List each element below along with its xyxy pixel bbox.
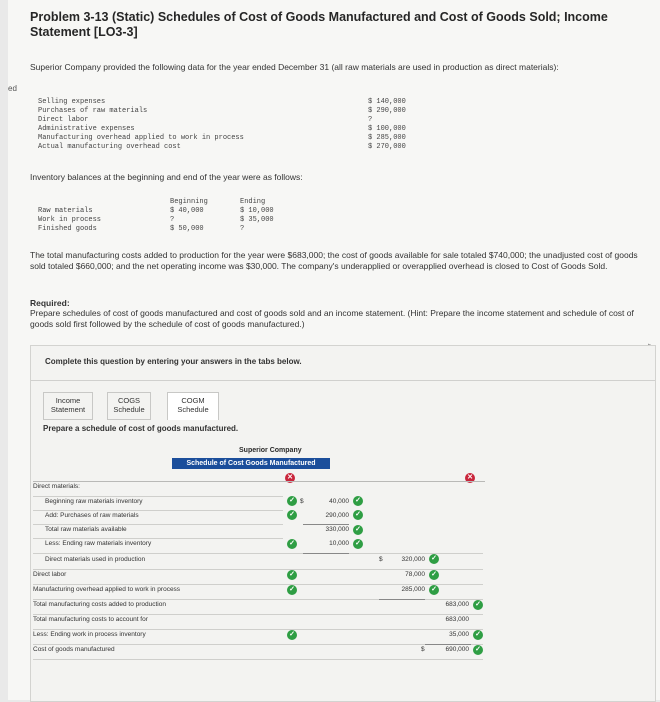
check-circle-icon: ✓ [287,510,297,520]
schedule-value[interactable]: 35,000 [449,631,469,638]
check-circle-icon: ✓ [287,630,297,640]
check-circle-icon: ✓ [429,570,439,580]
cost-label: Selling expenses [38,98,106,106]
dollar-sign: $ [379,556,383,563]
schedule-value[interactable]: 683,000 [445,601,469,608]
panel-instruction: Complete this question by entering your answers in the tabs below. [45,357,302,366]
check-circle-icon: ✓ [473,630,483,640]
row-divider [33,496,283,497]
schedule-value[interactable]: 330,000 [325,526,349,533]
check-circle-icon: ✓ [353,510,363,520]
col-beginning-header: Beginning [170,198,208,206]
row-divider [33,524,283,525]
schedule-value[interactable]: 285,000 [401,586,425,593]
inventory-beginning: $ 40,000 [170,207,204,215]
cost-amount: $ 100,000 [368,125,406,133]
cost-label: Actual manufacturing overhead cost [38,143,181,151]
tab-cogs-schedule[interactable]: COGS Schedule [107,392,151,420]
problem-paragraph: The total manufacturing costs added to production for the year were $683,000; the cost of goods available for sale totaled $740,000; the unadjusted cost of goods sold totaled $660,000; and the net operating income was $30,000. The company's underapplied or overapplied overhead is closed to Cost of Goods Sold. [30,250,638,271]
schedule-row-label: Less: Ending raw materials inventory [45,540,152,547]
tab-instruction: Prepare a schedule of cost of goods manufactured. [43,424,239,433]
cost-row [38,143,418,152]
x-circle-icon: ✕ [285,473,295,483]
cost-label: Administrative expenses [38,125,135,133]
row-divider [33,510,283,511]
schedule-value[interactable]: 290,000 [325,512,349,519]
answer-panel [30,345,656,702]
cost-row [38,134,418,143]
cost-amount: $ 290,000 [368,107,406,115]
inventory-ending: ? [240,225,245,233]
schedule-row-label: Direct labor [33,571,67,578]
tab-income-statement[interactable]: Income Statement [43,392,93,420]
schedule-row-label: Direct materials: [33,483,80,490]
x-circle-icon: ✕ [465,473,475,483]
schedule-row-label: Total manufacturing costs added to production [33,601,166,608]
inventory-row [38,216,318,225]
tab-cogm-schedule[interactable]: COGM Schedule [167,392,219,420]
cogm-schedule-grid [33,481,485,686]
schedule-row-label: Direct materials used in production [45,556,146,563]
dollar-sign: $ [421,646,425,653]
inventory-label: Raw materials [38,207,93,215]
check-circle-icon: ✓ [287,539,297,549]
check-circle-icon: ✓ [473,600,483,610]
cost-row [38,125,418,134]
row-divider [33,584,483,585]
cost-amount: $ 140,000 [368,98,406,106]
inventory-row [38,207,318,216]
cost-label: Purchases of raw materials [38,107,148,115]
schedule-value[interactable]: 10,000 [329,540,349,547]
schedule-row-label: Total manufacturing costs to account for [33,616,148,623]
schedule-title: Schedule of Cost Goods Manufactured [172,458,330,469]
inventory-row [38,225,318,234]
subtotal-line [379,599,425,600]
inventory-ending: $ 10,000 [240,207,274,215]
cost-amount: ? [368,116,373,124]
cost-amount: $ 270,000 [368,143,406,151]
cost-label: Manufacturing overhead applied to work in process [38,134,244,142]
schedule-row-label: Total raw materials available [45,526,127,533]
row-divider [33,569,483,570]
schedule-value[interactable]: 320,000 [401,556,425,563]
cost-row [38,98,418,107]
cost-amount: $ 285,000 [368,134,406,142]
required-text: Prepare schedules of cost of goods manufactured and cost of goods sold and an income statement. (Hint: Prepare the income statement and schedule of cost of goods sold first followed by the schedule of cost of goods manufactured.) [30,308,634,329]
intro-text: Superior Company provided the following data for the year ended December 31 (all raw materials are used in production as direct materials): [30,62,559,72]
cost-data-list [38,98,418,152]
inventory-beginning: $ 50,000 [170,225,204,233]
check-circle-icon: ✓ [287,570,297,580]
inventory-heading: Inventory balances at the beginning and end of the year were as follows: [30,172,303,182]
check-circle-icon: ✓ [429,585,439,595]
check-circle-icon: ✓ [429,554,439,564]
check-circle-icon: ✓ [353,525,363,535]
schedule-value[interactable]: 690,000 [445,646,469,653]
cost-row [38,116,418,125]
inventory-label: Finished goods [38,225,97,233]
row-divider [33,659,483,660]
required-title: Required: [30,298,70,308]
check-circle-icon: ✓ [287,496,297,506]
schedule-value[interactable]: 683,000 [445,616,469,623]
subtotal-line [303,524,349,525]
cost-label: Direct labor [38,116,89,124]
schedule-row-label: Add: Purchases of raw materials [45,512,139,519]
schedule-value[interactable]: 78,000 [405,571,425,578]
schedule-row-label: Beginning raw materials inventory [45,498,143,505]
check-circle-icon: ✓ [287,585,297,595]
row-divider [33,553,483,554]
company-name: Superior Company [239,447,302,454]
check-circle-icon: ✓ [473,645,483,655]
cost-row [38,107,418,116]
check-circle-icon: ✓ [353,539,363,549]
schedule-value[interactable]: 40,000 [329,498,349,505]
row-divider [33,538,283,539]
inventory-table [38,198,318,234]
row-divider [33,644,483,645]
subtotal-line [303,553,349,554]
col-ending-header: Ending [240,198,266,206]
schedule-row-label: Cost of goods manufactured [33,646,115,653]
subtotal-line [425,644,471,645]
dollar-sign: $ [300,498,304,505]
panel-header [31,346,655,381]
schedule-row-label: Manufacturing overhead applied to work in process [33,586,181,593]
row-divider [33,629,483,630]
inventory-header-row [38,198,318,207]
inventory-beginning: ? [170,216,175,224]
problem-page [8,0,660,700]
problem-title: Problem 3-13 (Static) Schedules of Cost of Goods Manufactured and Cost of Goods Sold; Income Statement [LO3-3] [30,10,608,39]
margin-fragment: ed [8,84,17,93]
inventory-label: Work in process [38,216,102,224]
schedule-row-label: Less: Ending work in process inventory [33,631,146,638]
inventory-ending: $ 35,000 [240,216,274,224]
row-divider [33,614,483,615]
check-circle-icon: ✓ [353,496,363,506]
